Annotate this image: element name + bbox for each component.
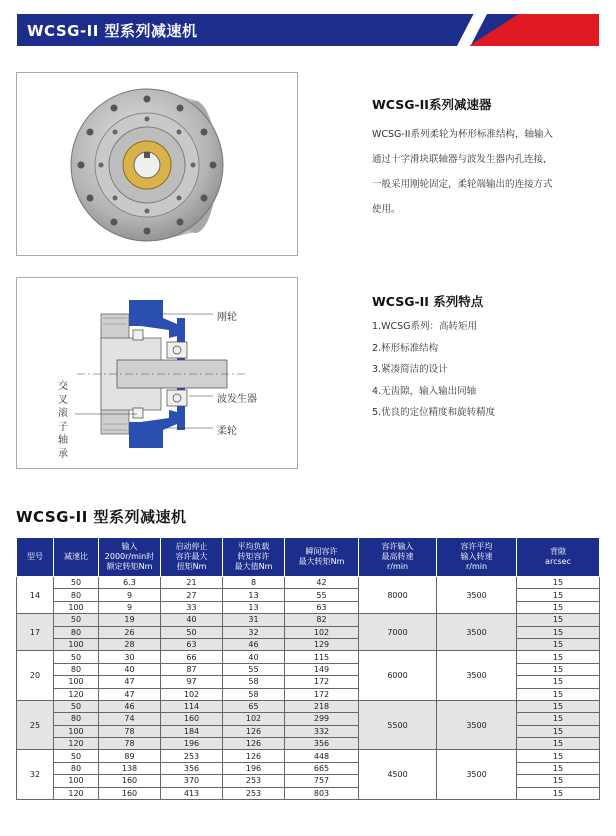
table-cell: 15 (517, 676, 600, 688)
table-cell: 25 (17, 700, 54, 750)
table-cell: 4500 (359, 750, 437, 800)
table-cell: 21 (161, 577, 223, 589)
table-cell: 15 (517, 577, 600, 589)
column-header: 容许平均 输入转速 r/min (437, 538, 517, 577)
feature-item: 4.无齿隙，输入输出同轴 (372, 385, 477, 397)
table-cell: 31 (223, 614, 285, 626)
table-row (17, 700, 600, 712)
table-cell: 15 (517, 750, 600, 762)
table-cell: 218 (285, 700, 359, 712)
table-cell: 87 (161, 663, 223, 675)
table-cell: 9 (99, 601, 161, 613)
table-cell: 50 (54, 700, 99, 712)
table-cell: 42 (285, 577, 359, 589)
table-cell: 13 (223, 589, 285, 601)
header-banner (17, 14, 599, 46)
table-cell: 15 (517, 638, 600, 650)
table-cell: 50 (161, 626, 223, 638)
table-cell: 15 (517, 651, 600, 663)
column-header: 容许输入 最高转速 r/min (359, 538, 437, 577)
features-list (372, 318, 495, 426)
table-cell: 253 (223, 775, 285, 787)
label-cross-roller-bearing: 交叉滚子轴承 (58, 381, 68, 460)
table-cell: 665 (285, 762, 359, 774)
label-wave-generator: 波发生器 (217, 394, 257, 405)
table-cell: 448 (285, 750, 359, 762)
table-cell: 138 (99, 762, 161, 774)
table-cell: 100 (54, 676, 99, 688)
table-cell: 15 (517, 762, 600, 774)
product-photo (16, 72, 298, 256)
table-cell: 15 (517, 614, 600, 626)
table-cell: 65 (223, 700, 285, 712)
feature-item: 3.紧凑简洁的设计 (372, 364, 448, 375)
banner-red-accent (469, 14, 599, 46)
table-cell: 100 (54, 601, 99, 613)
table-cell: 356 (161, 762, 223, 774)
table-cell: 15 (517, 601, 600, 613)
table-cell: 50 (54, 614, 99, 626)
table-cell: 40 (161, 614, 223, 626)
table-cell: 126 (223, 725, 285, 737)
table-cell: 33 (161, 601, 223, 613)
column-header: 平均负载 转矩容许 最大值Nm (223, 538, 285, 577)
table-cell: 172 (285, 676, 359, 688)
table-cell: 6.3 (99, 577, 161, 589)
column-header: 启动停止 容许最大 扭矩Nm (161, 538, 223, 577)
table-cell: 63 (161, 638, 223, 650)
features-heading: WCSG-II 系列特点 (372, 294, 484, 309)
table-cell: 120 (54, 688, 99, 700)
table-cell: 46 (99, 700, 161, 712)
table-cell: 66 (161, 651, 223, 663)
table-cell: 15 (517, 700, 600, 712)
table-cell: 46 (223, 638, 285, 650)
table-cell: 5500 (359, 700, 437, 750)
table-cell: 172 (285, 688, 359, 700)
table-cell: 30 (99, 651, 161, 663)
table-cell: 126 (223, 738, 285, 750)
table-cell: 80 (54, 626, 99, 638)
table-cell: 102 (223, 713, 285, 725)
table-cell: 82 (285, 614, 359, 626)
table-cell: 97 (161, 676, 223, 688)
table-cell: 58 (223, 676, 285, 688)
product-description: WCSG-II系列柔轮为杯形标准结构，轴输入通过十字滑块联轴器与波发生器内孔连接，一般采用刚轮固定，柔轮端输出的连接方式使用。 (372, 129, 553, 215)
table-cell: 15 (517, 787, 600, 799)
table-cell: 3500 (437, 750, 517, 800)
table-cell: 15 (517, 589, 600, 601)
feature-item: 2.杯形标准结构 (372, 342, 439, 354)
table-cell: 100 (54, 638, 99, 650)
table-cell: 40 (99, 663, 161, 675)
table-cell: 74 (99, 713, 161, 725)
table-cell: 757 (285, 775, 359, 787)
table-cell: 184 (161, 725, 223, 737)
table-cell: 160 (99, 787, 161, 799)
table-cell: 40 (223, 651, 285, 663)
table-cell: 3500 (437, 614, 517, 651)
table-cell: 15 (517, 775, 600, 787)
label-flexspline: 柔轮 (217, 426, 237, 437)
table-cell: 27 (161, 589, 223, 601)
table-cell: 28 (99, 638, 161, 650)
column-header: 瞬间容许 最大转矩Nm (285, 538, 359, 577)
table-cell: 413 (161, 787, 223, 799)
table-cell: 20 (17, 651, 54, 701)
table-cell: 332 (285, 725, 359, 737)
table-cell: 102 (285, 626, 359, 638)
table-cell: 9 (99, 589, 161, 601)
table-cell: 100 (54, 775, 99, 787)
table-cell: 196 (223, 762, 285, 774)
table-cell: 47 (99, 676, 161, 688)
table-cell: 115 (285, 651, 359, 663)
table-cell: 100 (54, 725, 99, 737)
table-cell: 17 (17, 614, 54, 651)
table-row (17, 577, 600, 589)
column-header: 减速比 (54, 538, 99, 577)
table-cell: 356 (285, 738, 359, 750)
table-cell: 15 (517, 738, 600, 750)
table-cell: 80 (54, 713, 99, 725)
table-cell: 126 (223, 750, 285, 762)
table-cell: 58 (223, 688, 285, 700)
table-cell: 78 (99, 738, 161, 750)
table-cell: 26 (99, 626, 161, 638)
table-cell: 129 (285, 638, 359, 650)
table-cell: 3500 (437, 651, 517, 701)
table-cell: 370 (161, 775, 223, 787)
table-cell: 299 (285, 713, 359, 725)
table-cell: 7000 (359, 614, 437, 651)
spec-table (16, 537, 600, 800)
table-cell: 160 (161, 713, 223, 725)
table-cell: 114 (161, 700, 223, 712)
table-cell: 803 (285, 787, 359, 799)
feature-item: 5.优良的定位精度和旋转精度 (372, 407, 496, 418)
table-cell: 55 (223, 663, 285, 675)
table-row (17, 614, 600, 626)
table-cell: 196 (161, 738, 223, 750)
table-cell: 89 (99, 750, 161, 762)
table-cell: 80 (54, 663, 99, 675)
table-cell: 15 (517, 725, 600, 737)
table-cell: 47 (99, 688, 161, 700)
table-cell: 32 (17, 750, 54, 800)
table-cell: 15 (517, 713, 600, 725)
table-cell: 50 (54, 577, 99, 589)
table-cell: 253 (223, 787, 285, 799)
table-cell: 19 (99, 614, 161, 626)
table-cell: 78 (99, 725, 161, 737)
table-cell: 3500 (437, 577, 517, 614)
table-cell: 3500 (437, 700, 517, 750)
table-cell: 32 (223, 626, 285, 638)
column-header: 背隙 arcsec (517, 538, 600, 577)
table-header-row (17, 538, 600, 577)
table-cell: 8 (223, 577, 285, 589)
reducer-illustration (17, 73, 298, 256)
table-cell: 149 (285, 663, 359, 675)
table-cell: 13 (223, 601, 285, 613)
table-cell: 80 (54, 589, 99, 601)
table-cell: 160 (99, 775, 161, 787)
product-heading: WCSG-II系列减速器 (372, 97, 492, 112)
table-cell: 15 (517, 663, 600, 675)
table-cell: 102 (161, 688, 223, 700)
column-header: 输入 2000r/min时 额定转矩Nm (99, 538, 161, 577)
table-cell: 120 (54, 787, 99, 799)
table-row (17, 750, 600, 762)
feature-item: 1.WCSG系列：高转矩用 (372, 321, 477, 332)
table-cell: 14 (17, 577, 54, 614)
column-header: 型号 (17, 538, 54, 577)
table-row (17, 651, 600, 663)
table-cell: 6000 (359, 651, 437, 701)
page-title: WCSG-II 型系列减速机 (27, 22, 198, 40)
label-rigid-gear: 刚轮 (217, 312, 237, 323)
table-cell: 50 (54, 651, 99, 663)
table-cell: 55 (285, 589, 359, 601)
table-cell: 80 (54, 762, 99, 774)
table-cell: 253 (161, 750, 223, 762)
table-cell: 8000 (359, 577, 437, 614)
table-cell: 15 (517, 626, 600, 638)
table-cell: 63 (285, 601, 359, 613)
table-cell: 120 (54, 738, 99, 750)
table-title: WCSG-II 型系列减速机 (16, 508, 187, 526)
table-cell: 50 (54, 750, 99, 762)
table-cell: 15 (517, 688, 600, 700)
